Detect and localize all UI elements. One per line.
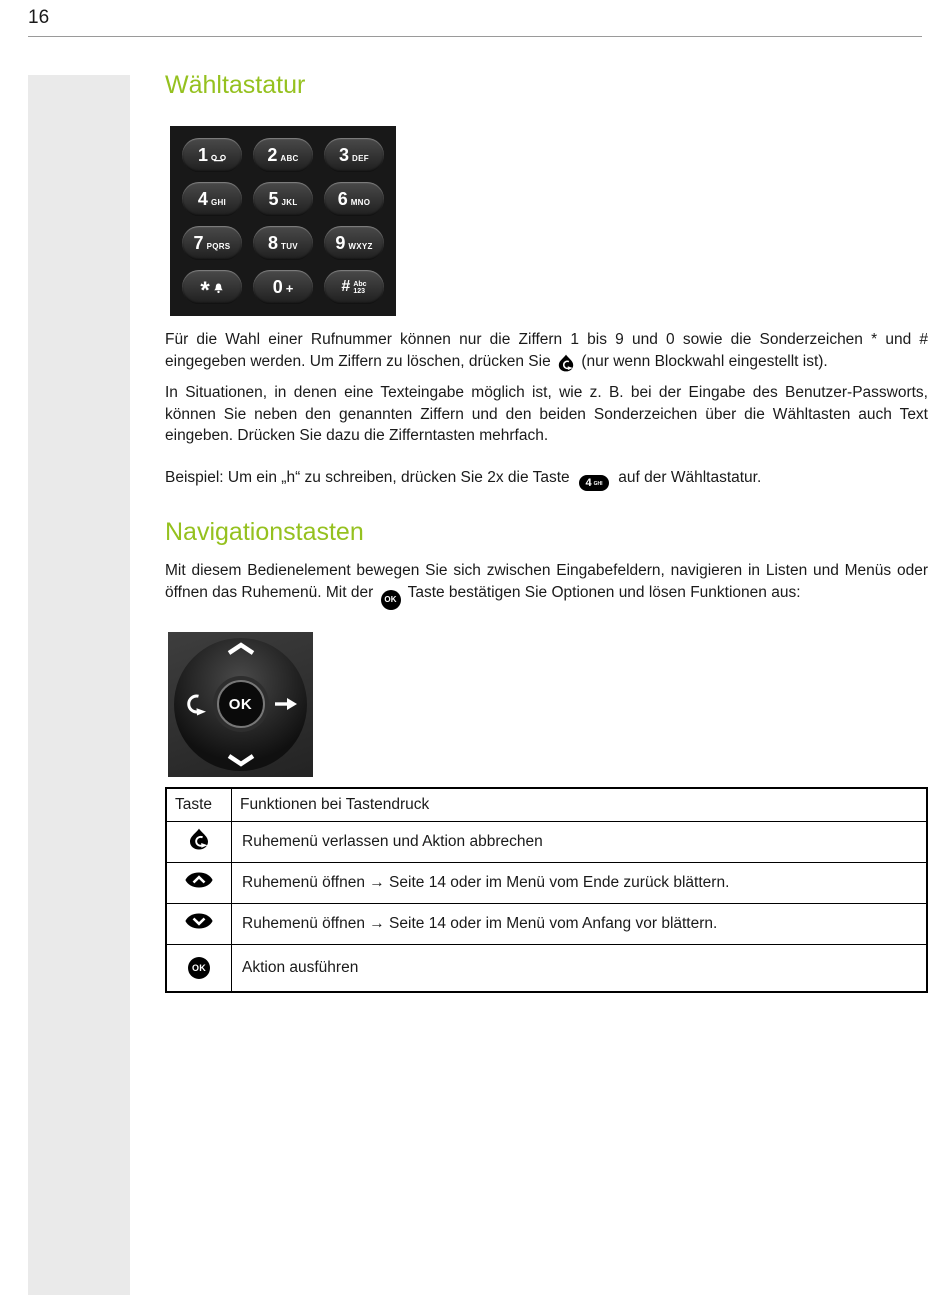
key-label: 2 bbox=[267, 144, 278, 165]
paragraph-text-segment: Mit diesem Bedienelement bewegen Sie sich zwischen Eingabefeldern, navigieren in Listen und Menüs oder öffnen das Ruhemenü. Mit der bbox=[165, 562, 928, 601]
key-letters: GHI bbox=[210, 197, 227, 207]
key-cell bbox=[166, 944, 232, 992]
dial-keypad-image bbox=[170, 126, 396, 316]
function-text: Ruhemenü öffnen → Seite 14 oder im Menü vom Anfang vor blättern. bbox=[232, 903, 928, 944]
back-key-icon bbox=[558, 354, 574, 372]
paragraph-example bbox=[165, 467, 928, 492]
table-row bbox=[166, 903, 927, 944]
key-letters: TUV bbox=[281, 241, 298, 251]
function-text: Ruhemenü verlassen und Aktion abbrechen bbox=[232, 821, 928, 862]
up-key-icon bbox=[185, 872, 213, 888]
paragraph-text-entry: In Situationen, in denen eine Texteingabe möglich ist, wie z. B. bei der Eingabe des Benutzer-Passworts, können Sie neben den genannten Ziffern und den beiden Sonderzeichen über die Wähltasten auch Text eingeben. Drücken Sie dazu die Zifferntasten mehrfach. bbox=[165, 384, 928, 444]
back-key-icon bbox=[189, 828, 209, 850]
paragraph-text-segment: auf der Wähltastatur. bbox=[618, 468, 762, 486]
key-label: 5 bbox=[268, 188, 279, 209]
key-plus-label: + bbox=[285, 280, 294, 296]
key-2 bbox=[253, 138, 313, 172]
table-header-row bbox=[166, 788, 927, 822]
key-cell bbox=[166, 903, 232, 944]
nav-up-icon bbox=[226, 642, 256, 656]
section-heading-navigationstasten: Navigationstasten bbox=[165, 518, 364, 547]
key-8 bbox=[253, 226, 313, 260]
key-letters: JKL bbox=[281, 197, 298, 207]
key-3 bbox=[324, 138, 384, 172]
content-column bbox=[165, 0, 928, 993]
nav-down-icon bbox=[226, 753, 256, 767]
key-label: 6 bbox=[337, 188, 348, 209]
paragraph-text-segment: Taste bestätigen Sie Optionen und lösen Funktionen aus: bbox=[407, 583, 801, 601]
key-label: 4 bbox=[197, 188, 208, 209]
bell-icon bbox=[213, 283, 224, 294]
paragraph-nav-intro bbox=[165, 560, 928, 609]
section-heading-waehltastatur: Wähltastatur bbox=[165, 71, 306, 99]
voicemail-icon bbox=[211, 154, 226, 162]
table-row bbox=[166, 821, 927, 862]
key-letters: PQRS bbox=[206, 241, 231, 251]
paragraph-dial-rules bbox=[165, 329, 928, 372]
left-margin-bar bbox=[28, 75, 130, 1295]
ok-key-icon: OK bbox=[188, 957, 210, 979]
key-4-letters: GHI bbox=[593, 481, 603, 487]
key-4 bbox=[182, 182, 242, 216]
key-1 bbox=[182, 138, 242, 172]
key-letters: WXYZ bbox=[348, 241, 373, 251]
key-label: 7 bbox=[193, 232, 204, 253]
key-cell bbox=[166, 862, 232, 903]
ok-key-icon: OK bbox=[381, 590, 401, 610]
key-hash bbox=[324, 270, 384, 304]
table-row bbox=[166, 944, 927, 992]
key-9 bbox=[324, 226, 384, 260]
col-header-taste: Taste bbox=[166, 788, 232, 822]
function-text: Aktion ausführen bbox=[232, 944, 928, 992]
key-label: 8 bbox=[268, 232, 279, 253]
down-key-icon bbox=[185, 913, 213, 929]
key-4-label: 4 bbox=[585, 476, 592, 489]
key-mode-label bbox=[353, 281, 366, 295]
key-label: 3 bbox=[339, 144, 350, 165]
key-cell bbox=[166, 821, 232, 862]
col-header-funktionen: Funktionen bei Tastendruck bbox=[232, 788, 928, 822]
key-0 bbox=[253, 270, 313, 304]
key-4-icon bbox=[579, 475, 609, 491]
key-label: 1 bbox=[197, 144, 208, 165]
nav-ok-button: OK bbox=[217, 680, 265, 728]
page-number: 16 bbox=[28, 7, 50, 28]
nav-keys-table bbox=[165, 787, 928, 993]
key-label: 0 bbox=[272, 276, 283, 297]
key-6 bbox=[324, 182, 384, 216]
key-star bbox=[182, 270, 242, 304]
nav-back-icon bbox=[181, 692, 207, 716]
key-letters: ABC bbox=[280, 153, 299, 163]
key-7 bbox=[182, 226, 242, 260]
key-label: * bbox=[200, 277, 210, 304]
paragraph-text-segment: Beispiel: Um ein „h“ zu schreiben, drücken Sie 2x die Taste bbox=[165, 468, 570, 486]
key-letters: MNO bbox=[350, 197, 371, 207]
paragraph-text-segment: Für die Wahl einer Rufnummer können nur die Ziffern 1 bis 9 und 0 sowie die Sonderzeichen * und # eingegeben werden. Um Ziffern zu löschen, drücken Sie bbox=[165, 331, 928, 370]
navigation-pad-image bbox=[168, 632, 313, 777]
table-row bbox=[166, 862, 927, 903]
function-text: Ruhemenü öffnen → Seite 14 oder im Menü vom Ende zurück blättern. bbox=[232, 862, 928, 903]
nav-right-icon bbox=[274, 696, 298, 712]
key-label: # bbox=[341, 278, 351, 295]
key-label: 9 bbox=[335, 232, 346, 253]
key-mode-123: 123 bbox=[353, 287, 366, 295]
paragraph-text-segment: (nur wenn Blockwahl eingestellt ist). bbox=[581, 352, 828, 370]
key-5 bbox=[253, 182, 313, 216]
key-mode-abc: Abc bbox=[353, 280, 367, 288]
key-letters: DEF bbox=[352, 153, 369, 163]
